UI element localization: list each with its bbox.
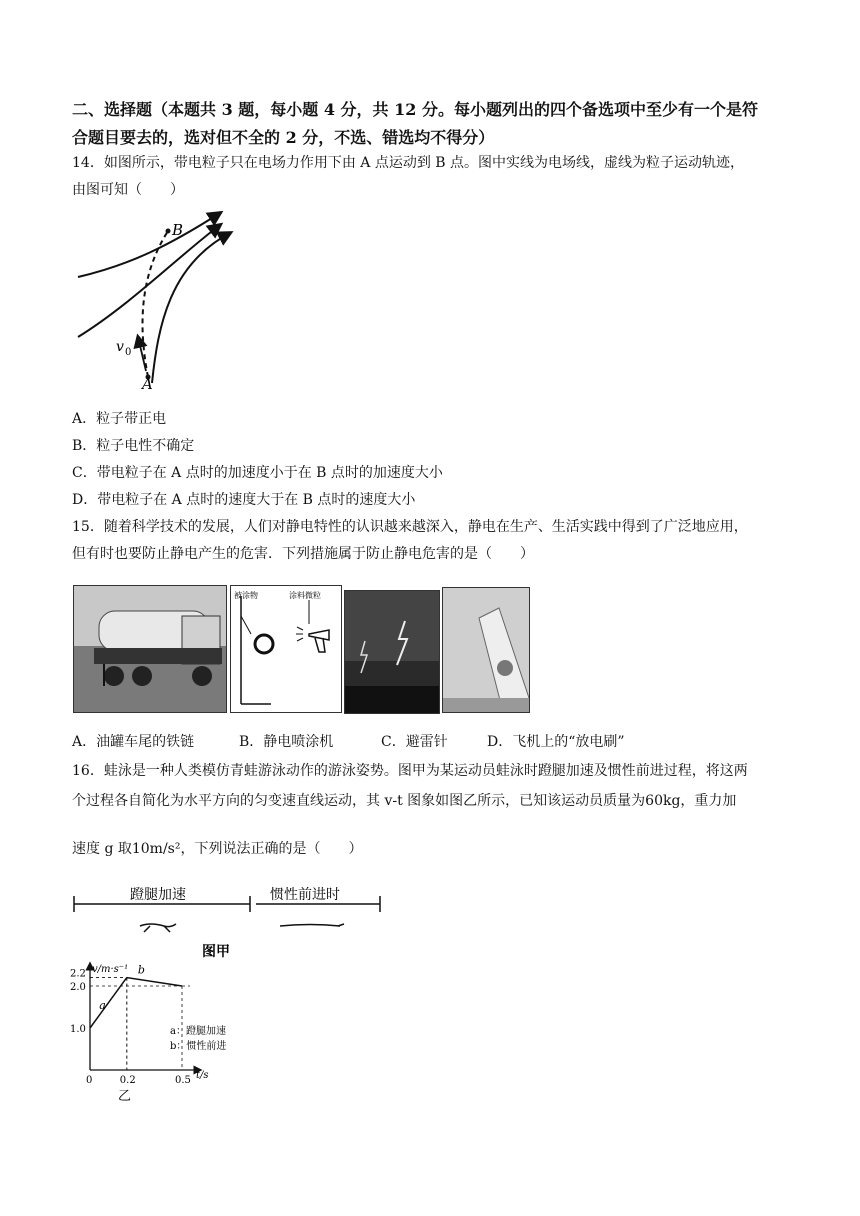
q14-stem-line2: 由图可知（ ） (72, 182, 184, 198)
series-line-b (127, 978, 182, 986)
series-a-label: a (99, 999, 106, 1013)
q16-stem-line3: 速度 g 取10m/s²，下列说法正确的是（ ） (72, 841, 363, 857)
lightning-photo (344, 590, 440, 714)
q15-option-b: B．静电喷涂机 (239, 734, 334, 750)
spray-diagram (230, 585, 342, 713)
q14-option-c: C．带电粒子在 A 点时的加速度小于在 B 点时的加速度大小 (72, 465, 443, 481)
q15-option-d: D．飞机上的“放电刷” (487, 734, 625, 750)
q14-stem-line1: 14．如图所示，带电粒子只在电场力作用下由 A 点运动到 B 点。图中实线为电场线，虚线为粒子运动轨迹， (72, 155, 745, 171)
electric-field-figure (70, 205, 250, 395)
q16-stem-line2: 个过程各自简化为水平方向的匀变速直线运动，其 v-t 图象如图乙所示，已知该运动员质量为60kg，重力加 (72, 793, 737, 809)
q16-stem-line1: 16．蛙泳是一种人类模仿青蛙游泳动作的游泳姿势。图甲为某运动员蛙泳时蹬腿加速及惯性前进过程，将这两 (72, 763, 748, 779)
y-axis-label: v/m·s⁻¹ (92, 964, 129, 975)
series-line-a (90, 978, 127, 1028)
y-tick-label: 1.0 (70, 1024, 86, 1035)
field-line-1 (78, 213, 220, 277)
label-v0-sub: 0 (125, 347, 132, 358)
series-b-label: b (137, 963, 145, 977)
v0-arrow (138, 337, 146, 371)
q15-stem (72, 514, 812, 568)
q14-option-b: B．粒子电性不确定 (72, 438, 195, 454)
point-B (166, 229, 171, 234)
airplane-tail-photo (442, 587, 530, 713)
x-tick-label: 0.5 (175, 1075, 191, 1086)
q15-stem-line2: 但有时也要防止静电产生的危害．下列措施属于防止静电危害的是（ ） (72, 546, 534, 562)
label-B: B (172, 221, 184, 239)
q14-option-a: A．粒子带正电 (72, 411, 167, 427)
field-line-3 (152, 233, 230, 383)
y-tick-label: 2.0 (70, 982, 86, 993)
chart-caption: 乙 (118, 1089, 132, 1104)
section-heading-line2: 合题目要去的，选对但不全的 2 分，不选、错选均不得分） (72, 128, 495, 147)
q15-stem-line1: 15．随着科学技术的发展，人们对静电特性的认识越来越深入，静电在生产、生活实践中得到了广泛地应用， (72, 519, 748, 535)
x-axis-label: t/s (196, 1070, 209, 1081)
y-tick-label: 2.2 (70, 968, 86, 980)
field-line-2 (78, 225, 220, 337)
label-v0: v (116, 339, 124, 355)
phase2-label: 惯性前进时 (270, 887, 340, 903)
section-heading (72, 96, 792, 152)
x-tick-label: 0 (86, 1075, 93, 1086)
x-tick-label: 0.2 (119, 1075, 136, 1086)
swim-phase-figure (70, 882, 390, 962)
vt-chart (66, 958, 266, 1108)
phase1-label: 蹬腿加速 (130, 887, 186, 903)
q16-stem (72, 756, 812, 816)
label-spray-gun: 涂料微粒 (289, 591, 321, 600)
figure-a-caption: 图甲 (202, 944, 230, 960)
label-workpiece: 被涂物 (234, 591, 258, 600)
q15-option-c: C．避雷针 (381, 734, 448, 750)
section-heading-line1: 二、选择题（本题共 3 题，每小题 4 分，共 12 分。每小题列出的四个备选项中至少有一个是符 (72, 100, 758, 119)
tanker-truck-photo (73, 585, 227, 713)
legend-a: a：蹬腿加速 (170, 1026, 226, 1037)
q15-option-a: A．油罐车尾的铁链 (72, 734, 195, 750)
legend-b: b：惯性前进 (170, 1041, 227, 1052)
q14-stem (72, 150, 802, 204)
label-A: A (142, 375, 153, 393)
q14-option-d: D．带电粒子在 A 点时的速度大于在 B 点时的速度大小 (72, 492, 416, 508)
